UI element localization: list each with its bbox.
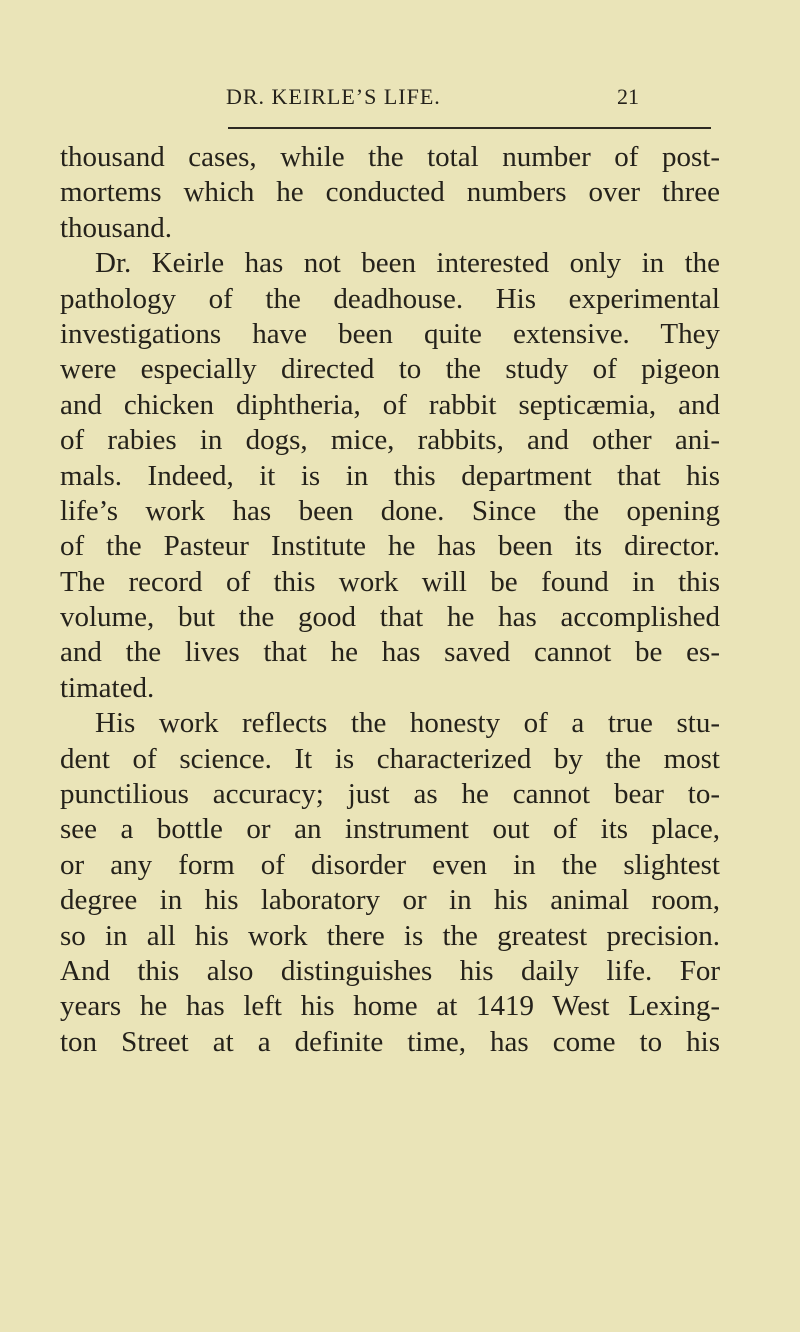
page-number: 21 xyxy=(617,84,639,109)
text-line: of rabies in dogs, mice, rabbits, and other ani- xyxy=(60,424,720,457)
text-line: or any form of disorder even in the slightest xyxy=(60,848,720,881)
text-line: thousand. xyxy=(60,211,172,244)
text-line: see a bottle or an instrument out of its place, xyxy=(60,813,720,846)
running-title: DR. KEIRLE’S LIFE. xyxy=(226,84,441,109)
text-line: dent of science. It is characterized by the most xyxy=(60,742,720,775)
text-line: so in all his work there is the greatest precision. xyxy=(60,919,720,952)
text-line: mortems which he conducted numbers over three xyxy=(60,176,720,209)
header-rule xyxy=(228,127,711,129)
text-line: Dr. Keirle has not been interested only in the xyxy=(95,247,720,280)
text-line: investigations have been quite extensive. They xyxy=(60,317,720,350)
text-line: volume, but the good that he has accomplished xyxy=(60,601,720,634)
text-line: pathology of the deadhouse. His experimental xyxy=(60,282,720,315)
text-line: and chicken diphtheria, of rabbit septicæmia, and xyxy=(60,388,720,421)
text-line: were especially directed to the study of pigeon xyxy=(60,353,720,386)
text-line: His work reflects the honesty of a true stu- xyxy=(95,707,720,740)
text-line: timated. xyxy=(60,671,155,704)
body-text xyxy=(60,140,720,1060)
text-line: And this also distinguishes his daily life. For xyxy=(60,954,720,987)
text-line: of the Pasteur Institute he has been its director. xyxy=(60,530,720,563)
text-line: degree in his laboratory or in his animal room, xyxy=(60,884,720,917)
text-line: and the lives that he has saved cannot be es- xyxy=(60,636,720,669)
text-line: punctilious accuracy; just as he cannot bear to- xyxy=(60,778,720,811)
text-line: life’s work has been done. Since the opening xyxy=(60,494,720,527)
text-line: years he has left his home at 1419 West Lexing- xyxy=(60,990,720,1023)
text-line: The record of this work will be found in this xyxy=(60,565,720,598)
text-line: mals. Indeed, it is in this department that his xyxy=(60,459,720,492)
text-line: ton Street at a definite time, has come to his xyxy=(60,1025,720,1058)
text-line: thousand cases, while the total number of post- xyxy=(60,141,720,173)
